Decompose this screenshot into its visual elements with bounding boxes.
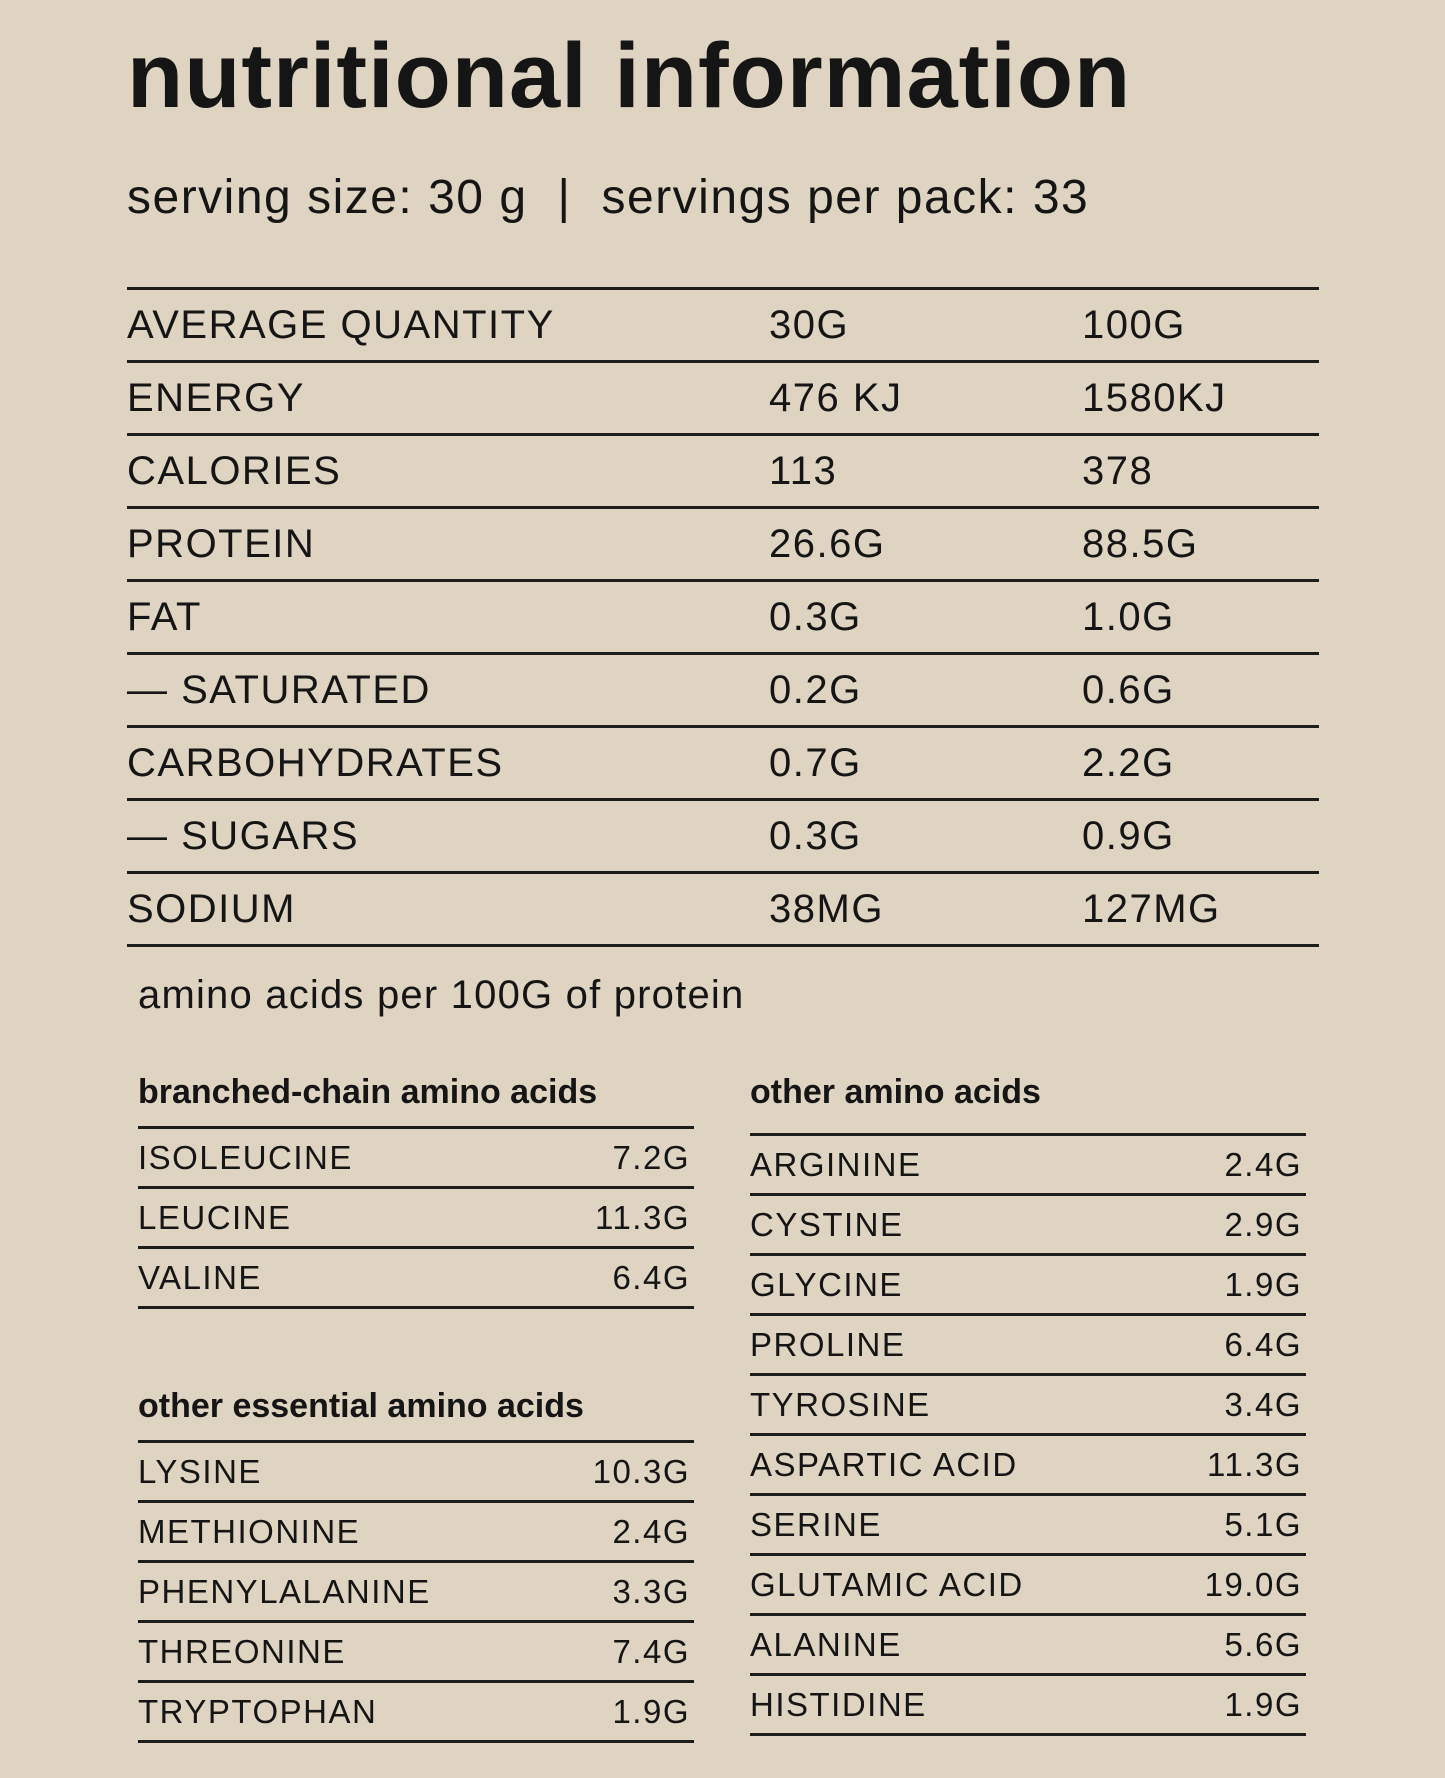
value-per-serving: 0.7G [769,740,862,785]
value-per-100g: 1580KJ [1082,375,1227,420]
value-per-serving: 26.6G [769,521,886,566]
value-per-serving: 0.3G [769,594,862,639]
page-title: nutritional information [127,25,1132,127]
value-per-serving: 476 KJ [769,375,903,420]
nutrient-name: — SATURATED [127,667,431,712]
amino-acid-row [138,1129,694,1189]
value-per-serving: 30G [769,302,850,347]
amino-acid-row [138,1683,694,1743]
amino-acid-value: 1.9G [612,1692,690,1730]
amino-acid-name: PHENYLALANINE [138,1572,431,1610]
amino-acid-name: GLUTAMIC ACID [750,1565,1024,1603]
amino-acid-value: 6.4G [1224,1325,1302,1363]
serving-info [127,171,1090,224]
value-per-serving: 0.2G [769,667,862,712]
bcaa-group [138,1075,694,1309]
value-per-100g: 378 [1082,448,1154,493]
amino-acid-name: SERINE [750,1505,882,1543]
amino-acid-value: 3.4G [1224,1385,1302,1423]
value-per-serving: 0.3G [769,813,862,858]
amino-acid-value: 19.0G [1204,1565,1302,1603]
nutrient-name: FAT [127,594,202,639]
value-per-100g: 88.5G [1082,521,1199,566]
amino-acid-name: THREONINE [138,1632,346,1670]
amino-acid-row [750,1676,1306,1736]
amino-acid-value: 1.9G [1224,1265,1302,1303]
nutrient-name: AVERAGE QUANTITY [127,302,555,347]
servings-per-pack: servings per pack: 33 [601,171,1090,224]
nutrient-name: ENERGY [127,375,305,420]
amino-acid-value: 7.2G [612,1138,690,1176]
value-per-100g: 0.9G [1082,813,1175,858]
amino-acid-value: 2.4G [1224,1145,1302,1183]
amino-acid-name: ASPARTIC ACID [750,1445,1018,1483]
amino-acid-value: 2.4G [612,1512,690,1550]
value-per-100g: 2.2G [1082,740,1175,785]
nutrient-name: CARBOHYDRATES [127,740,504,785]
nutrition-table [127,287,1319,947]
nutrient-name: PROTEIN [127,521,316,566]
serving-divider: | [557,171,572,224]
value-per-serving: 113 [769,448,838,493]
amino-acids-heading: amino acids per 100G of protein [138,973,745,1017]
nutrition-row [127,509,1319,582]
nutrition-row [127,582,1319,655]
essential-amino-title: other essential amino acids [138,1389,694,1443]
amino-acid-value: 6.4G [612,1258,690,1296]
bcaa-title: branched-chain amino acids [138,1075,694,1129]
amino-acid-value: 3.3G [612,1572,690,1610]
amino-acid-row [138,1189,694,1249]
amino-acid-name: TRYPTOPHAN [138,1692,378,1730]
other-amino-title: other amino acids [750,1075,1306,1136]
nutrition-row [127,874,1319,947]
amino-acid-row [138,1563,694,1623]
amino-acid-row [138,1623,694,1683]
nutrition-row [127,801,1319,874]
nutrition-row [127,728,1319,801]
amino-acid-value: 11.3G [595,1198,690,1236]
nutrient-name: CALORIES [127,448,342,493]
amino-acid-name: ISOLEUCINE [138,1138,353,1176]
amino-acid-name: VALINE [138,1258,262,1296]
nutrient-name: SODIUM [127,886,296,931]
amino-acid-row [138,1503,694,1563]
serving-size: serving size: 30 g [127,171,528,224]
amino-acid-value: 1.9G [1224,1685,1302,1723]
value-per-100g: 1.0G [1082,594,1175,639]
amino-acid-row [750,1196,1306,1256]
amino-acid-name: TYROSINE [750,1385,931,1423]
nutrition-row [127,363,1319,436]
amino-acid-row [750,1496,1306,1556]
nutrition-row [127,290,1319,363]
amino-acid-name: LEUCINE [138,1198,292,1236]
value-per-100g: 100G [1082,302,1186,347]
value-per-serving: 38MG [769,886,884,931]
amino-acid-row [138,1443,694,1503]
amino-acid-name: ALANINE [750,1625,902,1663]
amino-acid-value: 2.9G [1224,1205,1302,1243]
nutrition-row [127,655,1319,728]
amino-acid-value: 10.3G [592,1452,690,1490]
amino-acid-value: 5.1G [1224,1505,1302,1543]
value-per-100g: 127MG [1082,886,1221,931]
nutrition-row [127,436,1319,509]
amino-acid-value: 5.6G [1224,1625,1302,1663]
amino-acid-row [750,1616,1306,1676]
amino-acid-value: 7.4G [612,1632,690,1670]
amino-acid-value: 11.3G [1207,1445,1302,1483]
nutrient-name: — SUGARS [127,813,360,858]
amino-acid-row [750,1136,1306,1196]
amino-acid-row [750,1316,1306,1376]
amino-acid-name: METHIONINE [138,1512,361,1550]
other-amino-group [750,1075,1306,1736]
amino-acid-name: CYSTINE [750,1205,904,1243]
amino-acid-name: PROLINE [750,1325,906,1363]
amino-acid-name: GLYCINE [750,1265,903,1303]
amino-acid-row [750,1256,1306,1316]
amino-acid-name: ARGININE [750,1145,922,1183]
essential-amino-group [138,1389,694,1743]
amino-acid-row [750,1376,1306,1436]
amino-acid-row [750,1436,1306,1496]
amino-acid-name: HISTIDINE [750,1685,927,1723]
amino-acid-name: LYSINE [138,1452,262,1490]
amino-acid-row [138,1249,694,1309]
amino-acid-row [750,1556,1306,1616]
value-per-100g: 0.6G [1082,667,1175,712]
